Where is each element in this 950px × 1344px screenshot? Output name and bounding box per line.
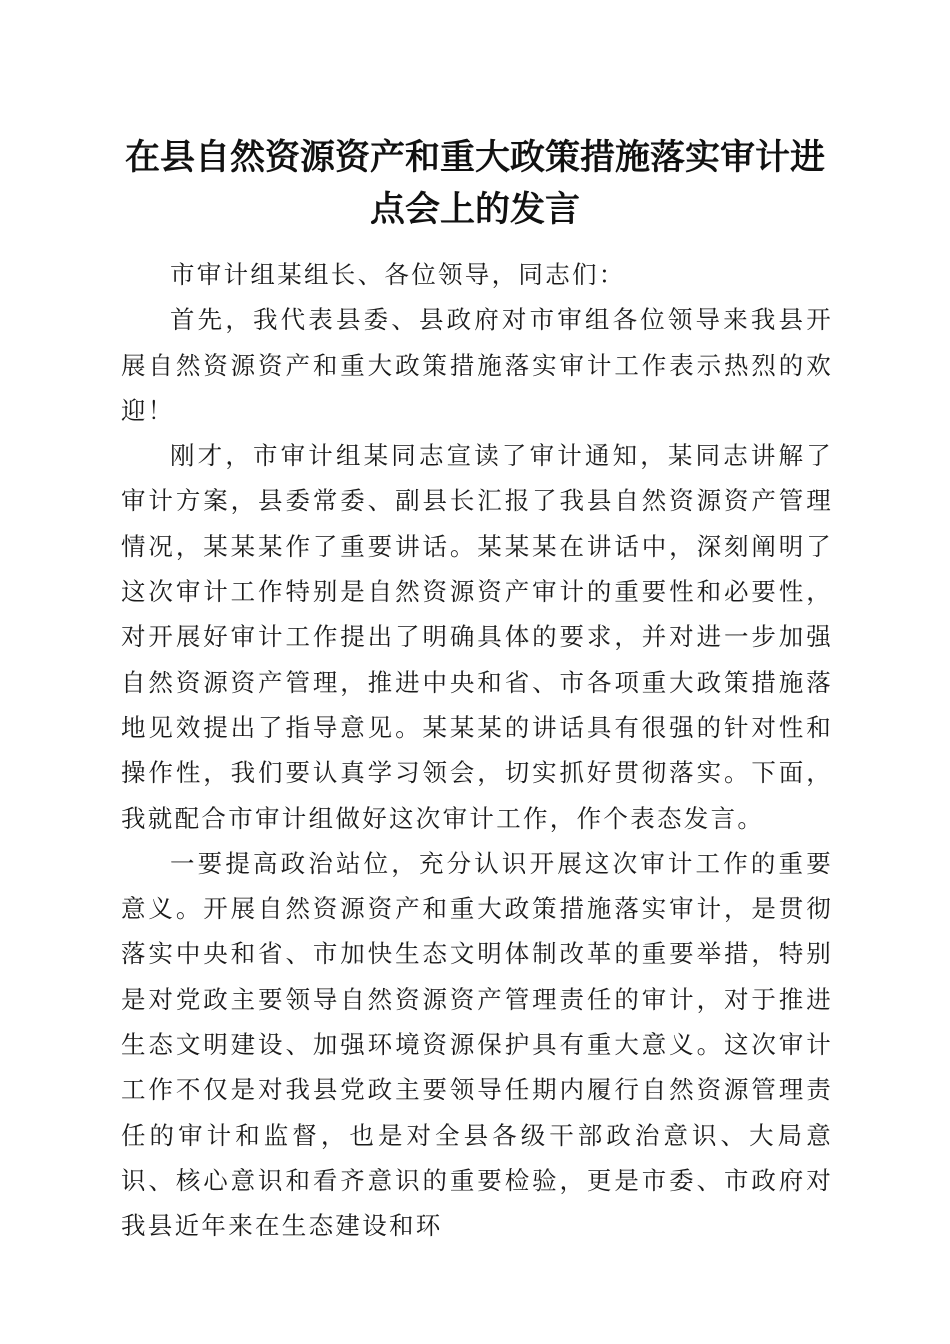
salutation-paragraph: 市审计组某组长、各位领导，同志们： [170,260,626,289]
welcome-paragraph: 首先，我代表县委、县政府对市审组各位领导来我县开展自然资源资产和重大政策措施落实审计工作表示热烈的欢迎！ [121,305,833,425]
document-body [121,252,833,1249]
summary-paragraph: 刚才，市审计组某同志宣读了审计通知，某同志讲解了审计方案，县委常委、副县长汇报了我县自然资源资产管理情况，某某某作了重要讲话。某某某在讲话中，深刻阐明了这次审计工作特别是自然资源资产审计的重要性和必要性，对开展好审计工作提出了明确具体的要求，并对进一步加强自然资源资产管理，推进中央和省、市各项重大政策措施落地见效提出了指导意见。某某某的讲话具有很强的针对性和操作性，我们要认真学习领会，切实抓好贯彻落实。下面，我就配合市审计组做好这次审计工作，作个表态发言。 [121,441,833,833]
document-title: 在县自然资源资产和重大政策措施落实审计进点会上的发言 [124,137,825,230]
point-one-paragraph: 一要提高政治站位，充分认识开展这次审计工作的重要意义。开展自然资源资产和重大政策措施落实审计，是贯彻落实中央和省、市加快生态文明体制改革的重要举措，特别是对党政主要领导自然资源资产管理责任的审计，对于推进生态文明建设、加强环境资源保护具有重大意义。这次审计工作不仅是对我县党政主要领导任期内履行自然资源管理责任的审计和监督，也是对全县各级干部政治意识、大局意识、核心意识和看齐意识的重要检验，更是市委、市政府对我县近年来在生态建设和环 [121,848,833,1241]
